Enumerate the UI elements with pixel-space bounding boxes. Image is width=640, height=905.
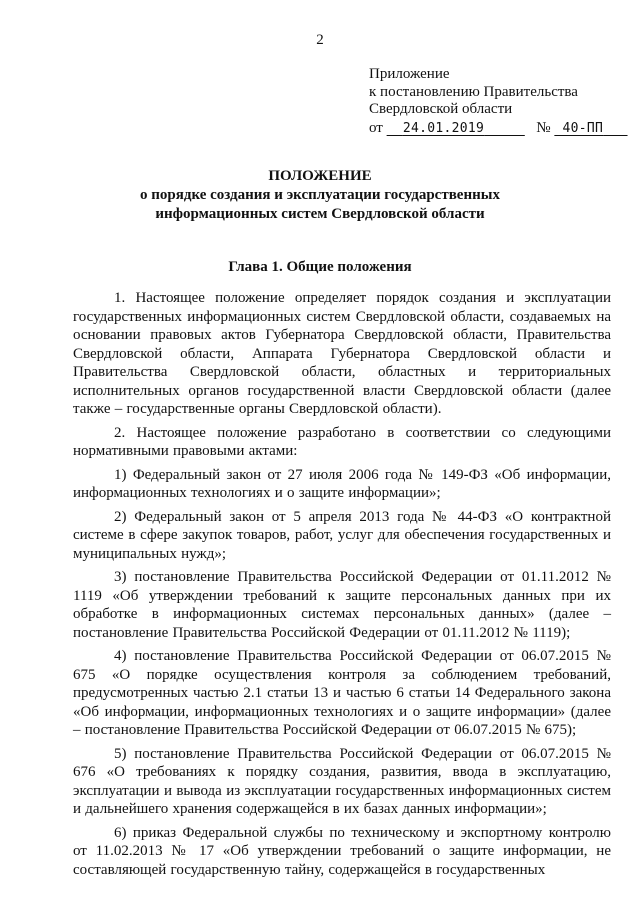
paragraph-1: 1. Настоящее положение определяет порядок создания и эксплуатации государственных информационных систем Свердловской области, создаваемых на основании правовых актов Губернатора Свердловской области, Правительства Свердловской области, Аппарата Губернатора Свердловской области и Правительства Свердловской области, областных и территориальных исполнительных органов государственной власти Свердловской области (далее также – государственные органы Свердловской области). (73, 290, 611, 417)
appendix-block (369, 66, 628, 137)
chapter-heading: Глава 1. Общие положения (228, 259, 412, 275)
list-item-6: 6) приказ Федеральной службы по техническому и экспортному контролю от 11.02.2013 № 17 «Об утверждении требований о защите информации, не составляющей государственную тайну, содержащейся в государственных (73, 824, 611, 878)
appendix-resolution-line: к постановлению Правительства (369, 83, 578, 100)
appendix-region-line: Свердловской области (369, 101, 513, 117)
appendix-date-number-line (369, 120, 628, 138)
resolution-number: 40-ПП (562, 120, 604, 136)
resolution-date: 24.01.2019 (402, 120, 485, 136)
number-prefix: № (536, 119, 551, 136)
list-item-2: 2) Федеральный закон от 5 апреля 2013 года № 44-ФЗ «О контрактной системе в сфере закупок товаров, работ, услуг для обеспечения государственных и муниципальных нужд»; (73, 508, 611, 562)
title-subtitle-line2: информационных систем Свердловской области (155, 206, 485, 222)
document-title (0, 167, 640, 224)
list-item-1: 1) Федеральный закон от 27 июля 2006 года № 149-ФЗ «Об информации, информационных технологиях и о защите информации»; (73, 466, 611, 501)
list-item-4: 4) постановление Правительства Российской Федерации от 06.07.2015 № 675 «О порядке осуществления контроля за соблюдением требований, предусмотренных частью 2.1 статьи 13 и частью 6 статьи 14 Федерального закона «Об информации, информационных технологиях и о защите информации» (далее – постановление Правительства Российской Федерации от 06.07.2015 № 675); (73, 648, 611, 738)
list-item-3: 3) постановление Правительства Российской Федерации от 01.11.2012 № 1119 «Об утверждении требований к защите персональных данных при их обработке в информационных системах персональных данных» (далее – постановление Правительства Российской Федерации от 01.11.2012 № 1119); (73, 569, 611, 641)
title-subtitle-line1: о порядке создания и эксплуатации государственных (140, 187, 500, 203)
date-prefix: от (369, 119, 383, 136)
page-number: 2 (316, 32, 324, 48)
paragraph-2: 2. Настоящее положение разработано в соответствии со следующими нормативными правовыми актами: (73, 424, 611, 459)
list-item-5: 5) постановление Правительства Российской Федерации от 06.07.2015 № 676 «О требованиях к порядку создания, развития, ввода в эксплуатацию, эксплуатации и вывода из эксплуатации государственных информационных систем и дальнейшего хранения содержащейся в их базах данных информации»; (73, 745, 611, 817)
appendix-label: Приложение (369, 66, 450, 82)
title-heading: ПОЛОЖЕНИЕ (268, 168, 372, 184)
document-body (73, 289, 611, 884)
